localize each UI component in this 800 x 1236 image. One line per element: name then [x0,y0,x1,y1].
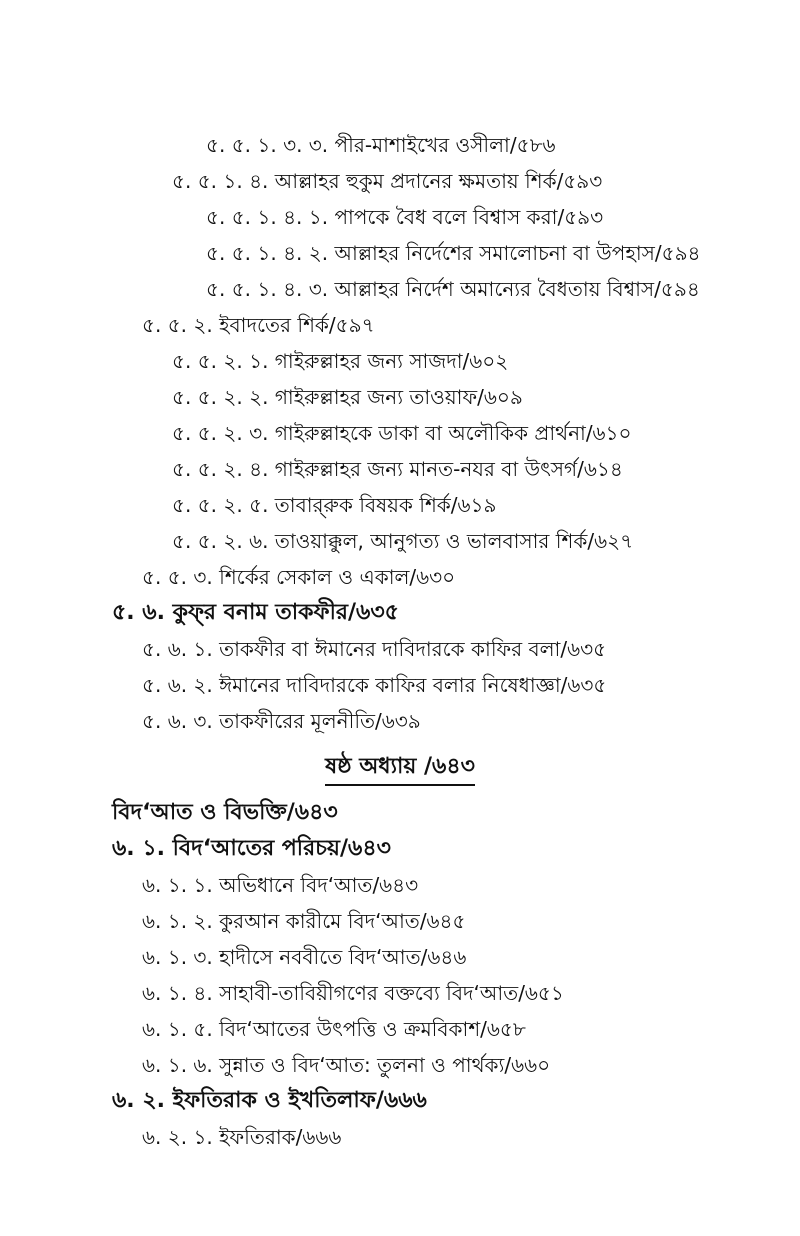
toc-entry: ৬. ১. ১. অভিধানে বিদ‘আত/৬৪৩ [142,873,419,897]
toc-entry: ৬. ২. ১. ইফতিরাক/৬৬৬ [142,1125,342,1149]
chapter-heading [0,752,800,786]
toc-section-heading: বিদ‘আত ও বিভক্তি/৬৪৩ [112,800,338,825]
toc-entry: ৫. ৫. ২. ২. গাইরুল্লাহর জন্য তাওয়াফ/৬০৯ [172,385,523,409]
toc-entry: ৫. ৫. ২. ৩. গাইরুল্লাহকে ডাকা বা অলৌকিক প্রার্থনা/৬১০ [172,421,632,445]
toc-entry: ৫. ৬. ৩. তাকফীরের মূলনীতি/৬৩৯ [142,709,421,733]
chapter-heading-text: ষষ্ঠ অধ্যায় /৬৪৩ [325,752,475,786]
toc-entry: ৫. ৫. ১. ৪. ২. আল্লাহর নির্দেশের সমালোচনা বা উপহাস/৫৯৪ [206,241,701,265]
toc-entry: ৫. ৫. ১. ৪. ১. পাপকে বৈধ বলে বিশ্বাস করা/৫৯৩ [206,205,604,229]
toc-entry: ৫. ৫. ১. ৪. আল্লাহর হুকুম প্রদানের ক্ষমতায় শির্ক/৫৯৩ [172,169,603,193]
toc-entry: ৫. ৫. ২. ইবাদতের শির্ক/৫৯৭ [142,313,375,337]
toc-entry: ৬. ১. ৪. সাহাবী-তাবিয়ীগণের বক্তব্যে বিদ‘আত/৬৫১ [142,981,564,1005]
toc-entry: ৫. ৫. ১. ৪. ৩. আল্লাহর নির্দেশ অমান্যের বৈধতায় বিশ্বাস/৫৯৪ [206,277,700,301]
toc-entry: ৫. ৫. ১. ৩. ৩. পীর-মাশাইখের ওসীলা/৫৮৬ [206,133,556,157]
toc-entry: ৫. ৫. ২. ১. গাইরুল্লাহর জন্য সাজদা/৬০২ [172,349,509,373]
toc-entry: ৬. ১. ৫. বিদ‘আতের উৎপত্তি ও ক্রমবিকাশ/৬৫৮ [142,1017,526,1041]
toc-entry: ৫. ৫. ২. ৫. তাবার্‌রুক বিষয়ক শির্ক/৬১৯ [172,493,497,517]
toc-entry: ৫. ৫. ২. ৬. তাওয়াক্কুল, আনুগত্য ও ভালবাসার শির্ক/৬২৭ [172,529,634,553]
toc-section-heading: ৫. ৬. কুফ্‌র বনাম তাকফীর/৬৩৫ [112,600,399,625]
toc-entry: ৫. ৬. ১. তাকফীর বা ঈমানের দাবিদারকে কাফির বলা/৬৩৫ [142,637,607,661]
toc-entry: ৫. ৬. ২. ঈমানের দাবিদারকে কাফির বলার নিষেধাজ্ঞা/৬৩৫ [142,673,607,697]
toc-entry: ৬. ১. ৩. হাদীসে নববীতে বিদ‘আত/৬৪৬ [142,945,467,969]
toc-section-heading: ৬. ১. বিদ‘আতের পরিচয়/৬৪৩ [112,836,391,861]
toc-entry: ৬. ১. ২. কুরআন কারীমে বিদ‘আত/৬৪৫ [142,909,466,933]
toc-entry: ৫. ৫. ৩. শির্কের সেকাল ও একাল/৬৩০ [142,565,456,589]
toc-entry: ৫. ৫. ২. ৪. গাইরুল্লাহর জন্য মানত-নযর বা উৎসর্গ/৬১৪ [172,457,623,481]
toc-section-heading: ৬. ২. ইফতিরাক ও ইখতিলাফ/৬৬৬ [112,1088,427,1113]
toc-entry: ৬. ১. ৬. সুন্নাত ও বিদ‘আত: তুলনা ও পার্থক্য/৬৬০ [142,1053,551,1077]
